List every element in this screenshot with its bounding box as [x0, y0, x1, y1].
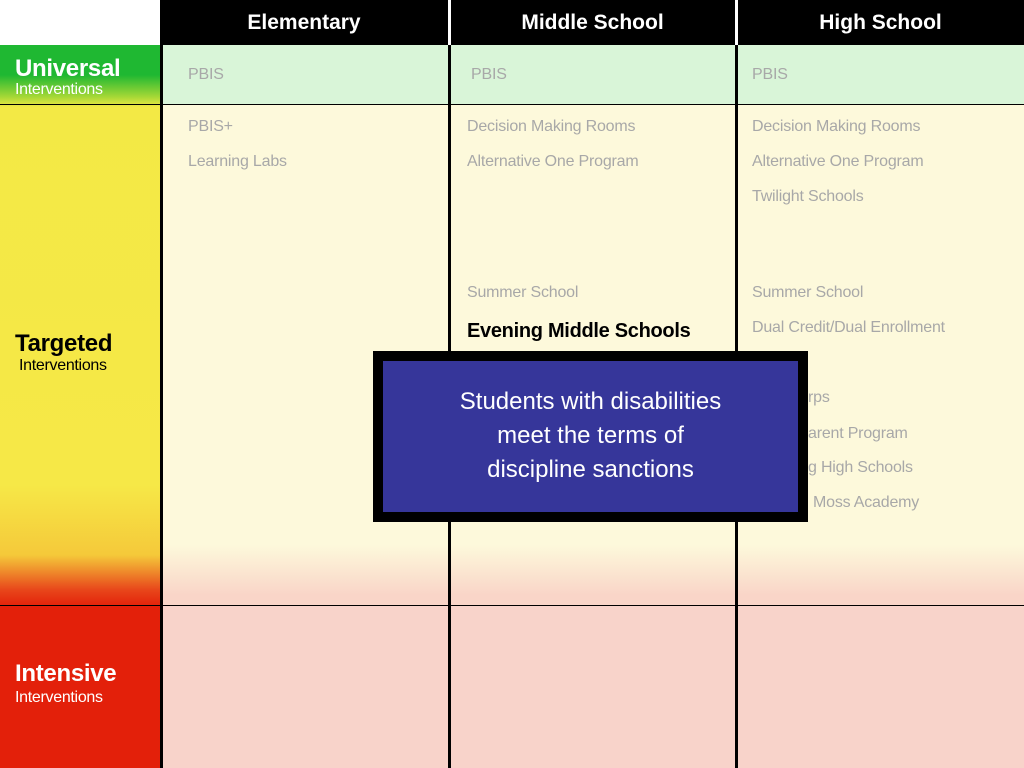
universal-middle-item: PBIS [471, 66, 507, 83]
targeted-high-item-partial: rps [808, 389, 830, 406]
targeted-high-item: Twilight Schools [752, 188, 864, 205]
targeted-high-item-partial: Moss Academy [813, 494, 920, 511]
targeted-high-item: Decision Making Rooms [752, 118, 921, 135]
targeted-elementary-item: Learning Labs [188, 153, 287, 170]
tier-subtitle-intensive: Interventions [15, 689, 103, 706]
grid-hline-universal [0, 104, 1024, 105]
tier-title-intensive: Intensive [15, 660, 117, 687]
tier-subtitle-universal: Interventions [15, 81, 103, 98]
targeted-middle-item: Summer School [467, 284, 579, 301]
universal-row [163, 45, 1024, 105]
header-corner [0, 0, 160, 45]
header-divider-2 [735, 0, 738, 45]
grid-hline-targeted [0, 605, 1024, 606]
universal-high-item: PBIS [752, 66, 788, 83]
column-header-middle-school: Middle School [521, 10, 664, 34]
targeted-high-item-partial: g High Schools [808, 459, 913, 476]
callout-inner [383, 361, 798, 512]
targeted-middle-item-highlighted: Evening Middle Schools [467, 320, 691, 342]
callout-box [373, 351, 808, 522]
targeted-high-item: Dual Credit/Dual Enrollment [752, 319, 945, 336]
tier-title-targeted: Targeted [15, 330, 113, 357]
targeted-middle-item: Decision Making Rooms [467, 118, 636, 135]
universal-elementary-item: PBIS [188, 66, 224, 83]
tier-subtitle-targeted: Interventions [19, 357, 107, 374]
column-header-elementary: Elementary [247, 10, 361, 34]
targeted-middle-item: Alternative One Program [467, 153, 639, 170]
grid-vline-left [160, 0, 163, 768]
targeted-high-item: Summer School [752, 284, 864, 301]
targeted-high-item: Alternative One Program [752, 153, 924, 170]
targeted-elementary-item: PBIS+ [188, 118, 233, 135]
column-header-high-school: High School [819, 10, 942, 34]
intensive-row [163, 606, 1024, 768]
header-divider-1 [448, 0, 451, 45]
callout-line: discipline sanctions [487, 456, 694, 483]
targeted-high-item-partial: arent Program [808, 425, 908, 442]
callout-line: meet the terms of [497, 422, 684, 449]
callout-line: Students with disabilities [459, 388, 722, 415]
tier-title-universal: Universal [15, 55, 121, 82]
